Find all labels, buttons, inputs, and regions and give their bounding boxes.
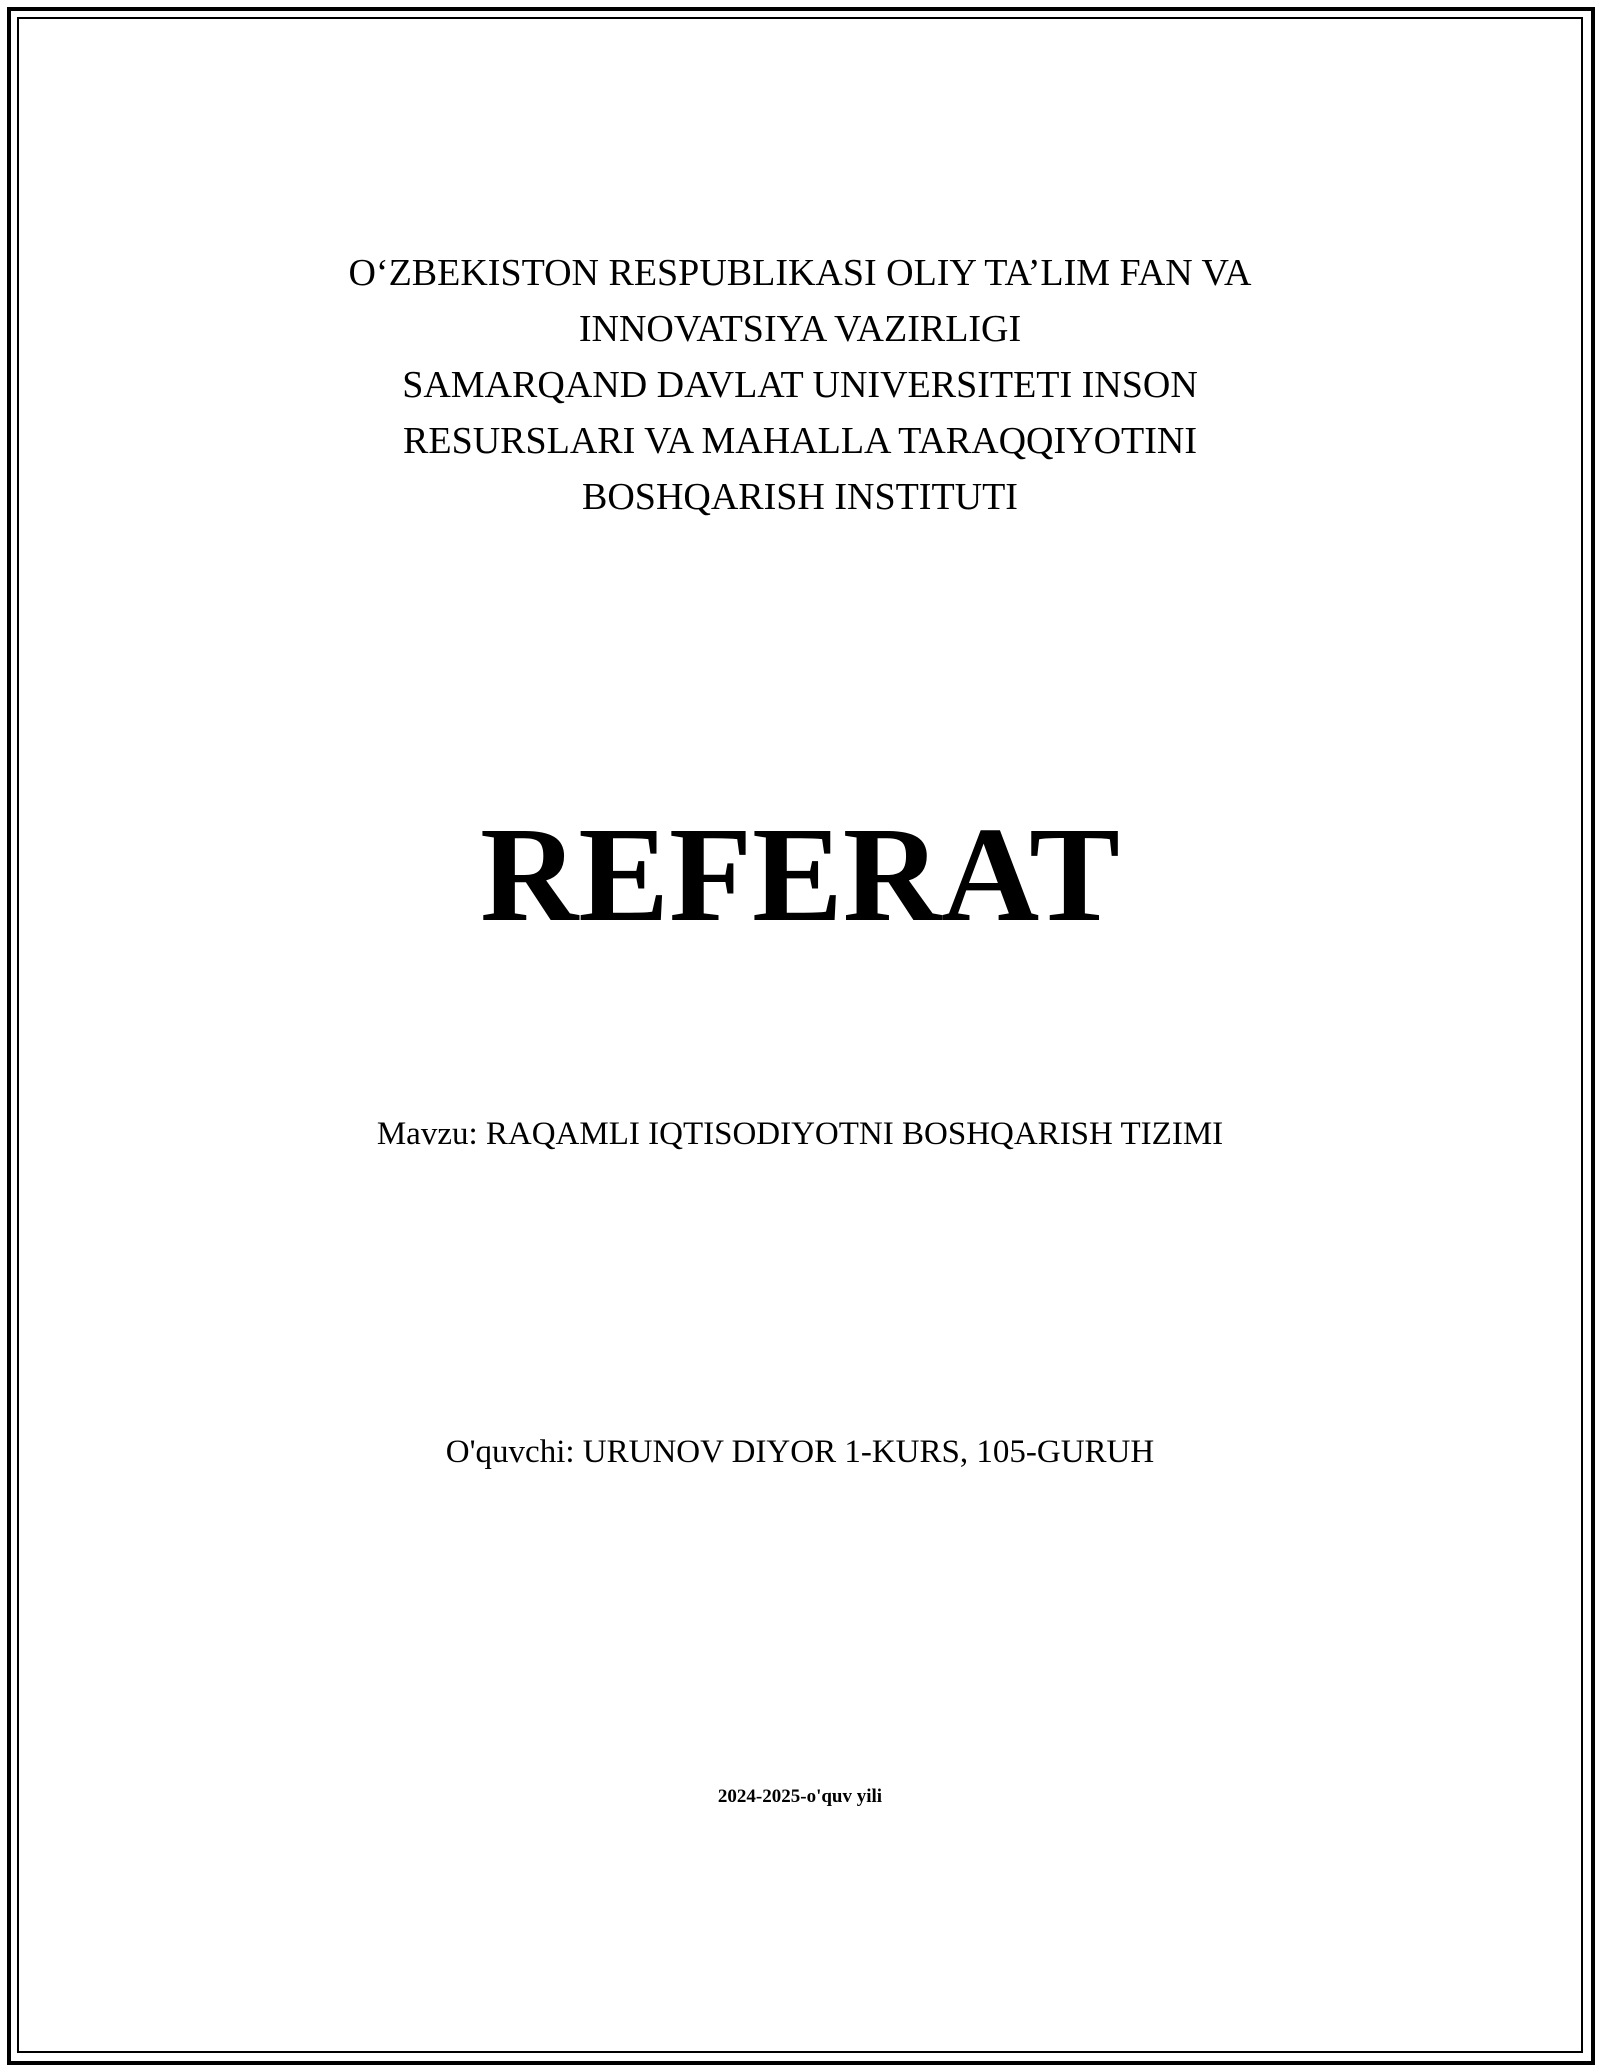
institution-header	[200, 245, 1400, 525]
header-line: O‘ZBEKISTON RESPUBLIKASI OLIY TA’LIM FAN VA	[348, 252, 1252, 294]
header-line: RESURSLARI VA MAHALLA TARAQQIYOTINI	[403, 420, 1197, 462]
topic-line: Mavzu: RAQAMLI IQTISODIYOTNI BOSHQARISH TIZIMI	[376, 1116, 1224, 1152]
header-line: BOSHQARISH INSTITUTI	[582, 476, 1018, 518]
header-line: SAMARQAND DAVLAT UNIVERSITETI INSON	[402, 364, 1198, 406]
document-title: REFERAT	[480, 800, 1120, 950]
student-line: O'quvchi: URUNOV DIYOR 1-KURS, 105-GURUH	[445, 1434, 1155, 1470]
header-line: INNOVATSIYA VAZIRLIGI	[578, 308, 1022, 350]
academic-year: 2024-2025-o'quv yili	[717, 1786, 883, 1807]
